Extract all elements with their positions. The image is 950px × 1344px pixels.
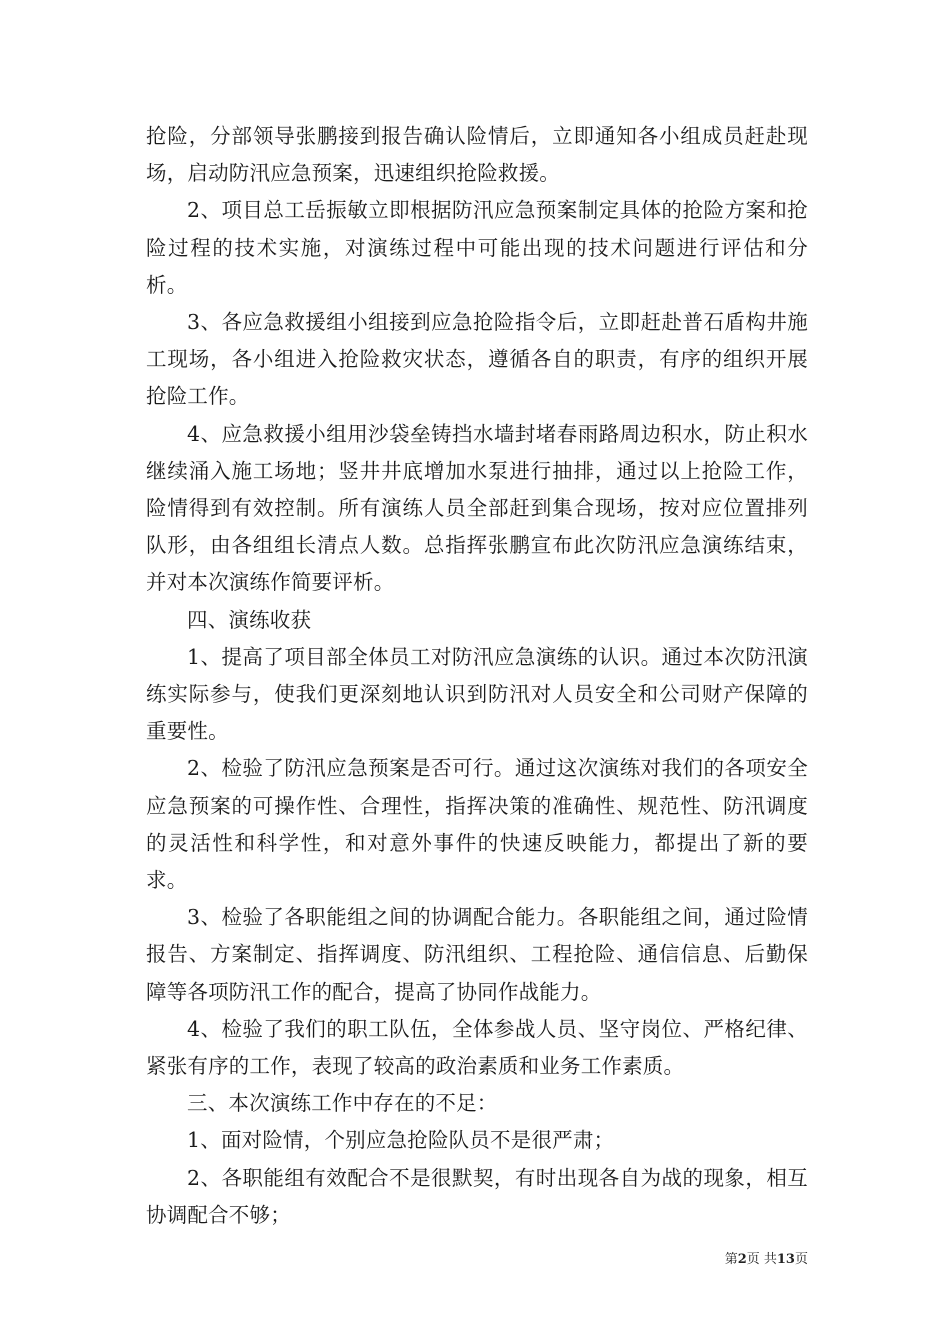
current-page-number: 2 xyxy=(737,1252,747,1267)
paragraph-8: 3、检验了各职能组之间的协调配合能力。各职能组之间，通过险情报告、方案制定、指挥调度、防汛组织、工程抢险、通信信息、后勤保障等各项防汛工作的配合，提高了协同作战能力。 xyxy=(146,905,808,1004)
section-heading-harvest: 四、演练收获 xyxy=(187,607,312,632)
section-heading-shortcomings: 三、本次演练工作中存在的不足： xyxy=(187,1091,498,1116)
paragraph-7: 2、检验了防汛应急预案是否可行。通过这次演练对我们的各项安全应急预案的可操作性、合理性，指挥决策的准确性、规范性、防汛调度的灵活性和科学性，和对意外事件的快速反映能力，都提出了新的要求。 xyxy=(146,756,808,893)
footer-prefix: 第 xyxy=(724,1252,738,1267)
total-pages-number: 13 xyxy=(776,1252,795,1267)
footer-middle: 页 共 xyxy=(746,1252,777,1267)
paragraph-6: 1、提高了项目部全体员工对防汛应急演练的认识。通过本次防汛演练实际参与，使我们更深刻地认识到防汛对人员安全和公司财产保障的重要性。 xyxy=(146,644,808,744)
paragraph-11: 1、面对险情，个别应急抢险队员不是很严肃； xyxy=(187,1128,615,1153)
page-number-footer xyxy=(560,1248,808,1267)
paragraph-4: 4、应急救援小组用沙袋垒铸挡水墙封堵春雨路周边积水，防止积水继续涌入施工场地；竖井井底增加水泵进行抽排，通过以上抢险工作，险情得到有效控制。所有演练人员全部赶到集合现场，按对应位置排列队形，由各组组长清点人数。总指挥张鹏宣布此次防汛应急演练结束，并对本次演练作简要评析。 xyxy=(146,421,808,595)
paragraph-3: 3、各应急救援组小组接到应急抢险指令后，立即赶赴普石盾构井施工现场，各小组进入抢险救灾状态，遵循各自的职责，有序的组织开展抢险工作。 xyxy=(146,310,808,409)
document-body xyxy=(146,118,808,1234)
paragraph-1: 抢险，分部领导张鹏接到报告确认险情后，立即通知各小组成员赶赴现场，启动防汛应急预案，迅速组织抢险救援。 xyxy=(146,124,808,186)
paragraph-12: 2、各职能组有效配合不是很默契，有时出现各自为战的现象，相互协调配合不够； xyxy=(146,1165,808,1227)
paragraph-2: 2、项目总工岳振敏立即根据防汛应急预案制定具体的抢险方案和抢险过程的技术实施，对演练过程中可能出现的技术问题进行评估和分析。 xyxy=(146,198,808,297)
footer-suffix: 页 xyxy=(794,1252,808,1267)
paragraph-9: 4、检验了我们的职工队伍，全体参战人员、坚守岗位、严格纪律、紧张有序的工作，表现了较高的政治素质和业务工作素质。 xyxy=(146,1016,808,1079)
